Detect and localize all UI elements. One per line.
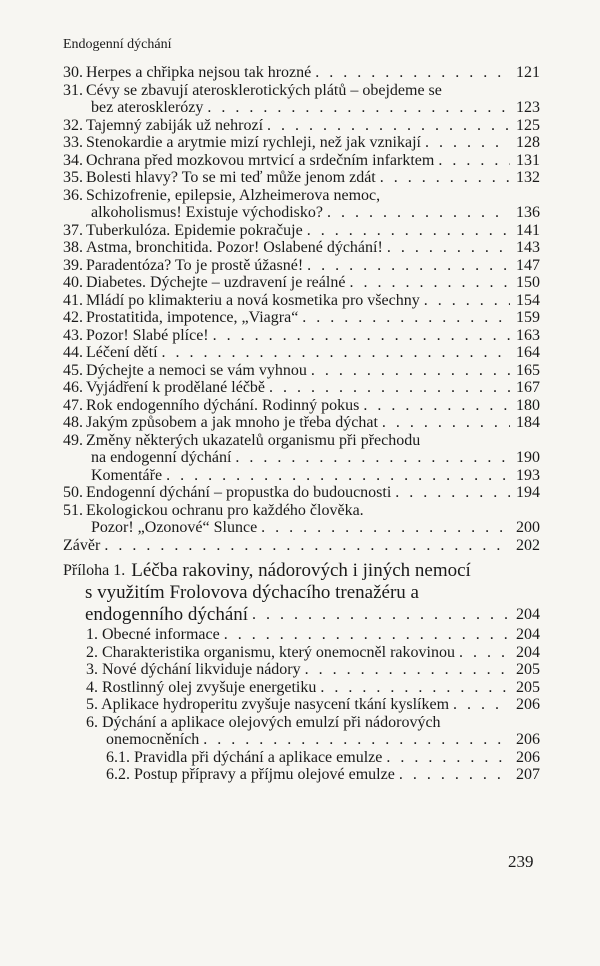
toc-entry [63, 519, 540, 537]
dot-leader [235, 449, 510, 467]
toc-entry-number: 44. [63, 344, 83, 361]
dot-leader [305, 661, 510, 679]
toc-entry-title: Ochrana před mozkovou mrtvicí a srdečním infarktem [86, 151, 435, 169]
toc-entry-title: Prostatitida, impotence, „Viagra“ [86, 309, 299, 326]
toc-entry-page: 159 [516, 309, 540, 326]
toc-entry-page: 147 [516, 256, 540, 274]
toc-entry-title: 6.1. Pravidla při dýchání a aplikace emulze [106, 748, 383, 766]
appendix-title: Léčba rakoviny, nádorových i jiných nemocí [131, 560, 471, 581]
toc-entry-number: 39. [63, 256, 83, 274]
toc-entry-page: 190 [516, 449, 540, 466]
dot-leader [267, 117, 510, 135]
toc-entry-page: 204 [516, 643, 540, 661]
toc-entry-title: Rok endogenního dýchání. Rodinný pokus [86, 396, 360, 414]
toc-entry-number: 50. [63, 484, 83, 501]
toc-entry-page: 206 [516, 696, 540, 713]
toc-entry-title: Tajemný zabiják už nehrozí [86, 116, 264, 134]
table-of-contents [63, 64, 540, 784]
toc-entry-number: 40. [63, 274, 83, 291]
toc-entry-continuation: Pozor! „Ozonové“ Slunce [91, 519, 258, 536]
dot-leader [213, 327, 510, 345]
toc-entry-title: Tuberkulóza. Epidemie pokračuje [86, 221, 303, 239]
toc-entry-page: 128 [516, 134, 540, 151]
toc-entry-number: 34. [63, 151, 83, 169]
dot-leader [386, 749, 510, 767]
toc-entry-number: 41. [63, 291, 83, 309]
dot-leader [261, 519, 510, 537]
toc-entry-title: 3. Nové dýchání likviduje nádory [86, 661, 301, 678]
dot-leader [425, 134, 510, 152]
toc-entry-page: 143 [516, 239, 540, 256]
toc-entry-number: 51. [63, 501, 83, 519]
toc-entry-title: Endogenní dýchání – propustka do budoucnosti [86, 484, 392, 501]
toc-entry-page: 207 [516, 766, 540, 783]
toc-entry-continuation: na endogenní dýchání [91, 449, 232, 466]
toc-entry-page: 204 [516, 626, 540, 643]
toc-entry [63, 449, 540, 467]
dot-leader [387, 239, 510, 257]
toc-entry-title: Mládí po klimakteriu a nová kosmetika pro všechny [86, 291, 420, 309]
dot-leader [269, 379, 510, 397]
toc-entry [63, 169, 540, 187]
toc-entry [63, 502, 540, 520]
dot-leader [311, 362, 510, 380]
dot-leader [349, 274, 510, 292]
toc-entry [63, 239, 540, 257]
toc-entry [63, 714, 540, 732]
toc-entry [63, 414, 540, 432]
toc-entry-title: Komentáře [91, 466, 163, 484]
toc-entry-number: 33. [63, 134, 83, 151]
toc-entry [63, 222, 540, 240]
toc-entry-number: 30. [63, 64, 83, 81]
toc-entry-page: 193 [516, 466, 540, 484]
toc-entry-title: Jakým způsobem a jak mnoho je třeba dýchat [86, 414, 378, 431]
toc-entry-number: 47. [63, 396, 83, 414]
toc-entry [63, 64, 540, 82]
dot-leader [302, 309, 510, 327]
toc-entry [63, 379, 540, 397]
toc-entry [63, 134, 540, 152]
toc-entry [63, 731, 540, 749]
toc-entry-continuation: bez aterosklerózy [91, 99, 204, 116]
dot-leader [395, 484, 510, 502]
toc-entry-page: 131 [516, 151, 540, 169]
toc-entry [63, 292, 540, 310]
toc-entry-title: 6.2. Postup přípravy a příjmu olejové emulze [106, 766, 395, 783]
page-number: 239 [508, 852, 534, 871]
toc-entry-number: 45. [63, 361, 83, 379]
toc-entry [63, 696, 540, 714]
dot-leader [104, 537, 510, 555]
toc-entry-page: 204 [516, 606, 540, 623]
dot-leader [307, 222, 510, 240]
dot-leader [327, 204, 510, 222]
toc-entry [63, 537, 540, 555]
toc-entry [63, 397, 540, 415]
appendix-label: Příloha 1. [63, 562, 126, 579]
toc-entry-title: Změny některých ukazatelů organismu při přechodu [86, 431, 421, 449]
toc-entry-page: 150 [516, 274, 540, 291]
toc-entry-title: Závěr [63, 536, 101, 554]
toc-entry-continuation: alkoholismus! Existuje východisko? [91, 204, 323, 221]
toc-entry [63, 766, 540, 784]
dot-leader [252, 604, 510, 626]
toc-entry [63, 117, 540, 135]
running-header: Endogenní dýchání [63, 37, 172, 52]
dot-leader [166, 467, 510, 485]
toc-entry-title: Vyjádření k prodělané léčbě [86, 379, 266, 396]
toc-entry-title: 6. Dýchání a aplikace olejových emulzí při nádorových [86, 713, 441, 731]
toc-entry [63, 749, 540, 767]
dot-leader [453, 696, 510, 714]
toc-entry [63, 344, 540, 362]
toc-entry-page: 136 [516, 204, 540, 221]
dot-leader [424, 292, 510, 310]
toc-entry [63, 626, 540, 644]
toc-entry-page: 141 [516, 221, 540, 239]
dot-leader [203, 731, 510, 749]
toc-entry [63, 362, 540, 380]
toc-entry [63, 679, 540, 697]
dot-leader [207, 99, 510, 117]
toc-entry-number: 35. [63, 169, 83, 186]
toc-entry [63, 484, 540, 502]
toc-entry [63, 257, 540, 275]
toc-entry [63, 152, 540, 170]
toc-entry-page: 125 [516, 116, 540, 134]
dot-leader [382, 414, 510, 432]
toc-entry-title: Ekologickou ochranu pro každého člověka. [86, 501, 364, 519]
toc-entry [63, 661, 540, 679]
dot-leader [162, 344, 510, 362]
dot-leader [315, 64, 510, 82]
toc-entry-page: 163 [516, 326, 540, 344]
dot-leader [438, 152, 510, 170]
toc-entry-title: Diabetes. Dýchejte – uzdravení je reálné [86, 274, 346, 291]
toc-entry [63, 644, 540, 662]
toc-entry-continuation: s využitím Frolovova dýchacího trenažéru a [85, 582, 419, 603]
toc-entry-title: Astma, bronchitida. Pozor! Oslabené dýchání! [86, 239, 383, 256]
toc-entry-number: 31. [63, 81, 83, 99]
toc-entry [63, 187, 540, 205]
toc-entry-continuation: onemocněních [106, 731, 200, 748]
toc-entry [63, 204, 540, 222]
toc-entry-title: Stenokardie a arytmie mizí rychleji, než jak vznikají [86, 134, 421, 151]
toc-entry-page: 167 [516, 379, 540, 396]
toc-entry-title: 1. Obecné informace [86, 626, 220, 643]
toc-entry [63, 327, 540, 345]
dot-leader [399, 766, 510, 784]
toc-entry-number: 48. [63, 414, 83, 431]
appendix-heading [63, 560, 540, 582]
toc-entry-page: 123 [516, 99, 540, 116]
toc-entry-number: 38. [63, 239, 83, 256]
toc-entry-number: 49. [63, 431, 83, 449]
toc-entry-title: 5. Aplikace hydroperitu zvyšuje nasycení tkání kyslíkem [86, 696, 450, 713]
dot-leader [380, 169, 510, 187]
toc-entry-page: 202 [516, 536, 540, 554]
toc-entry [63, 309, 540, 327]
toc-entry [63, 432, 540, 450]
toc-entry-page: 200 [516, 519, 540, 536]
toc-entry-number: 36. [63, 186, 83, 204]
appendix-title-continuation: endogenního dýchání [85, 604, 249, 625]
toc-entry-title: Schizofrenie, epilepsie, Alzheimerova nemoc, [86, 186, 381, 204]
toc-entry-title: 2. Charakteristika organismu, který onemocněl rakovinou [86, 643, 455, 661]
toc-entry-title: Paradentóza? To je prostě úžasné! [86, 256, 304, 274]
dot-leader [363, 397, 510, 415]
toc-entry-page: 206 [516, 731, 540, 748]
toc-entry-page: 205 [516, 678, 540, 696]
toc-entry-title: 4. Rostlinný olej zvyšuje energetiku [86, 678, 317, 696]
toc-entry-page: 205 [516, 661, 540, 678]
toc-entry-page: 164 [516, 344, 540, 361]
toc-entry-number: 42. [63, 309, 83, 326]
dot-leader [307, 257, 510, 275]
toc-entry-page: 206 [516, 748, 540, 766]
toc-entry-number: 46. [63, 379, 83, 396]
toc-entry-page: 132 [516, 169, 540, 186]
toc-entry-title: Herpes a chřipka nejsou tak hrozné [86, 64, 312, 81]
toc-entry-page: 180 [516, 396, 540, 414]
dot-leader [224, 626, 510, 644]
toc-entry-title: Cévy se zbavují aterosklerotických plátů – obejdeme se [86, 81, 442, 99]
toc-entry-page: 194 [516, 484, 540, 501]
toc-entry-page: 165 [516, 361, 540, 379]
toc-entry-page: 184 [516, 414, 540, 431]
dot-leader [320, 679, 510, 697]
dot-leader [459, 644, 510, 662]
toc-entry-number: 32. [63, 116, 83, 134]
toc-entry-title: Dýchejte a nemoci se vám vyhnou [86, 361, 307, 379]
toc-entry [63, 467, 540, 485]
toc-entry-title: Léčení dětí [86, 344, 158, 361]
toc-entry-number: 37. [63, 221, 83, 239]
toc-entry [63, 82, 540, 100]
toc-entry-page: 154 [516, 291, 540, 309]
toc-entry-page: 121 [516, 64, 540, 81]
toc-entry [63, 274, 540, 292]
toc-entry-number: 43. [63, 326, 83, 344]
toc-entry-title: Bolesti hlavy? To se mi teď může jenom zdát [86, 169, 376, 186]
toc-entry [63, 604, 540, 626]
toc-entry [63, 99, 540, 117]
toc-entry-title: Pozor! Slabé plíce! [86, 326, 209, 344]
